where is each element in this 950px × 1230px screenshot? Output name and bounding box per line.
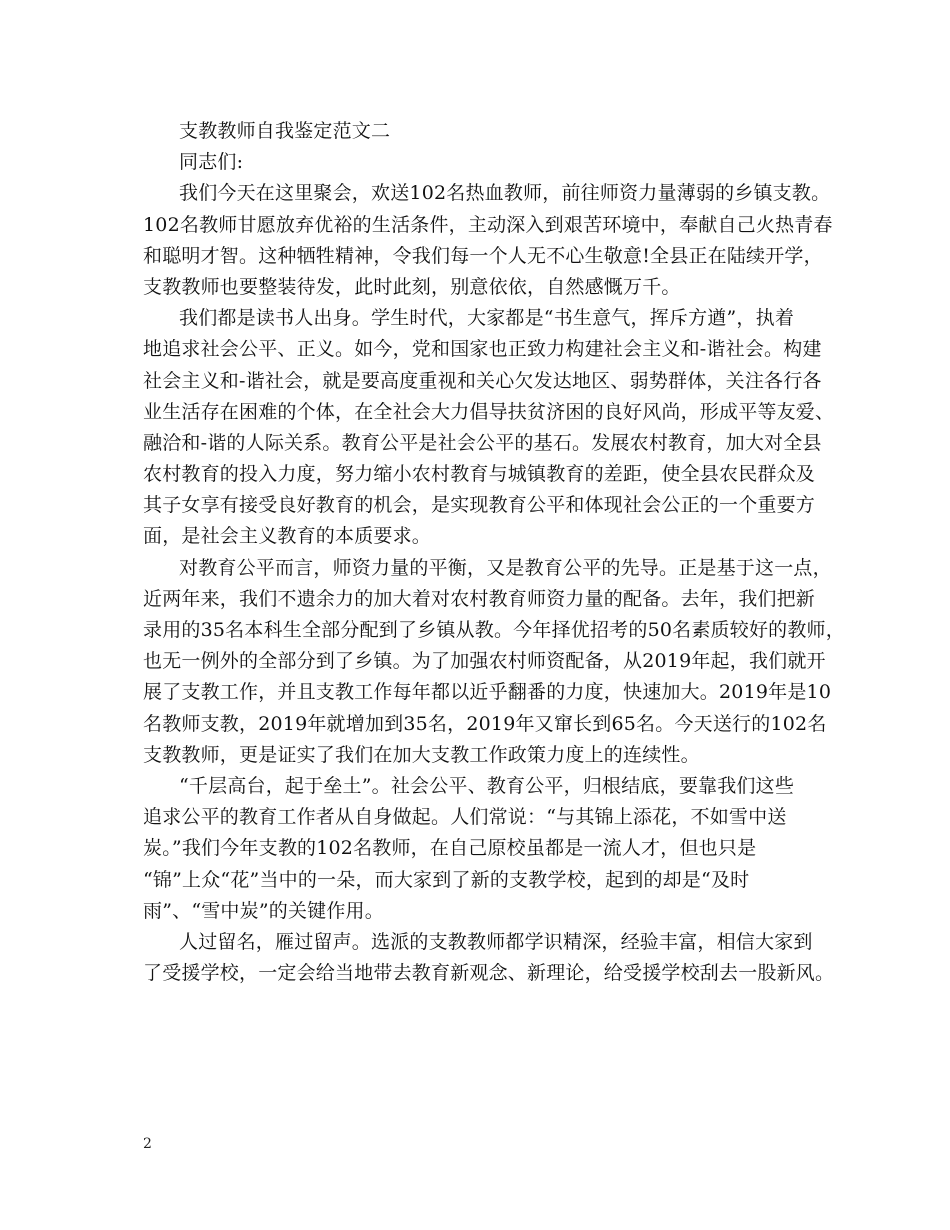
paragraph-line: 展了支教工作，并且支教工作每年都以近乎翻番的力度，快速加大。2019年是10 [143, 681, 832, 704]
paragraph-line: 雨”、“雪中炭”的关键作用。 [143, 899, 384, 922]
paragraph-line: 融洽和-谐的人际关系。教育公平是社会公平的基石。发展农村教育，加大对全县 [143, 431, 822, 454]
paragraph-line: 我们今天在这里聚会，欢送102名热血教师，前往师资力量薄弱的乡镇支教。 [179, 182, 831, 205]
paragraph-line: 支教教师也要整装待发，此时此刻，别意依依，自然感慨万千。 [143, 275, 681, 298]
paragraph-line: 炭。”我们今年支教的102名教师，在自己原校虽都是一流人才，但也只是 [143, 837, 757, 860]
paragraph-line: 了受援学校，一定会给当地带去教育新观念、新理论，给受援学校刮去一股新风。 [143, 962, 835, 985]
paragraph-line: 追求公平的教育工作者从自身做起。人们常说：“与其锦上添花，不如雪中送 [143, 806, 787, 829]
paragraph-line: 农村教育的投入力度，努力缩小农村教育与城镇教育的差距，使全县农民群众及 [143, 463, 816, 486]
paragraph-line: 地追求社会公平、正义。如今，党和国家也正致力构建社会主义和-谐社会。构建 [143, 338, 822, 361]
paragraph-line: 人过留名，雁过留声。选派的支教教师都学识精深，经验丰富，相信大家到 [179, 930, 813, 953]
paragraph-line: 近两年来，我们不遗余力的加大着对农村教育师资力量的配备。去年，我们把新 [143, 587, 816, 610]
paragraph-5 [143, 927, 835, 989]
paragraph-line: 我们都是读书人出身。学生时代，大家都是“书生意气，挥斥方遒”，执着 [179, 307, 795, 330]
page-number: 2 [143, 1136, 152, 1152]
salutation: 同志们: [179, 151, 244, 174]
paragraph-line: “锦”上众“花”当中的一朵，而大家到了新的支教学校，起到的却是“及时 [143, 868, 750, 891]
paragraph-3 [143, 553, 845, 771]
paragraph-line: “千层高台，起于垒土”。社会公平、教育公平，归根结底，要靠我们这些 [179, 774, 795, 797]
paragraph-line: 业生活存在困难的个体，在全社会大力倡导扶贫济困的良好风尚，形成平等友爱、 [143, 400, 835, 423]
paragraph-line: 也无一例外的全部分到了乡镇。为了加强农村师资配备，从2019年起，我们就开 [143, 650, 826, 673]
paragraph-line: 和聪明才智。这种牺牲精神，令我们每一个人无不心生敬意!全县正在陆续开学， [143, 244, 823, 267]
paragraph-line: 社会主义和-谐社会，就是要高度重视和关心欠发达地区、弱势群体，关注各行各 [143, 369, 822, 392]
paragraph-4 [143, 771, 813, 927]
paragraph-line: 面，是社会主义教育的本质要求。 [143, 525, 432, 548]
document-title: 支教教师自我鉴定范文二 [179, 120, 391, 142]
paragraph-line: 支教教师，更是证实了我们在加大支教工作政策力度上的连续性。 [143, 743, 700, 766]
paragraph-line: 对教育公平而言，师资力量的平衡，又是教育公平的先导。正是基于这一点， [179, 556, 832, 579]
paragraph-2 [143, 303, 835, 553]
paragraph-line: 102名教师甘愿放弃优裕的生活条件，主动深入到艰苦环境中，奉献自己火热青春 [143, 213, 833, 236]
paragraph-line: 名教师支教，2019年就增加到35名，2019年又窜长到65名。今天送行的102名 [143, 712, 827, 735]
paragraph-line: 其子女享有接受良好教育的机会，是实现教育公平和体现社会公正的一个重要方 [143, 494, 816, 517]
paragraph-line: 录用的35名本科生全部分配到了乡镇从教。今年择优招考的50名素质较好的教师， [143, 619, 845, 641]
paragraph-1 [143, 178, 833, 303]
document-body [143, 116, 845, 989]
